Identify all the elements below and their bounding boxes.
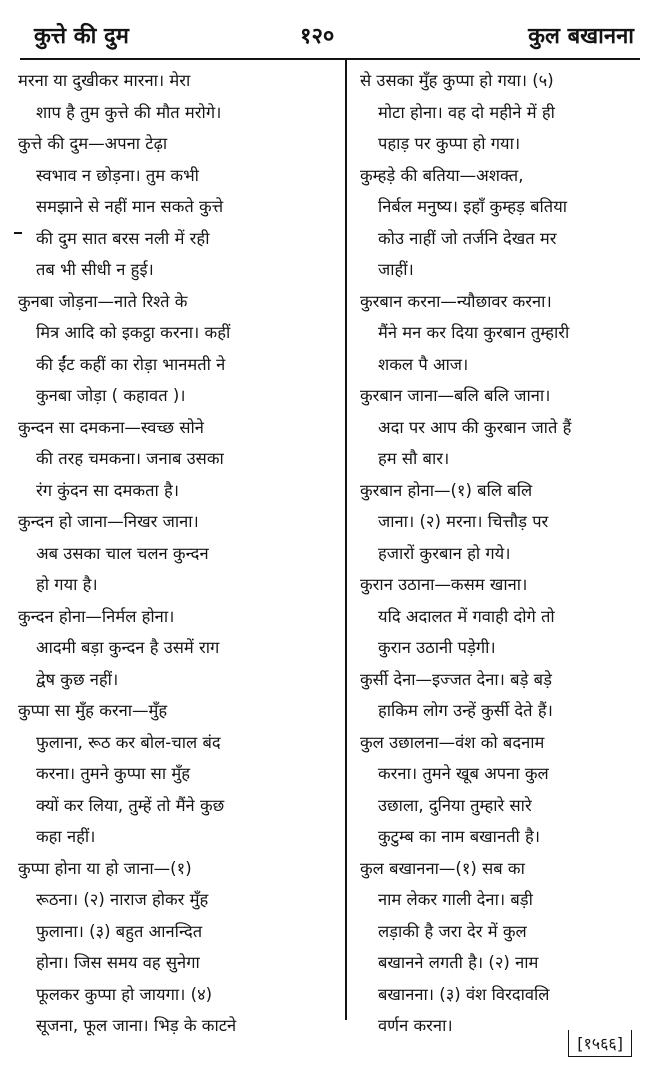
left-column bbox=[14, 65, 336, 1042]
entry-line: बखानना। (३) वंश विरदावलि bbox=[378, 984, 550, 1004]
page-code: [१५६६] bbox=[568, 1030, 632, 1057]
entry-line: सूजना, फूल जाना। भिड़ के काटने bbox=[36, 1016, 237, 1035]
entry-line: जाहीं। bbox=[378, 260, 414, 279]
entry-headline: कुन्दन हो जाना—निखर जाना। bbox=[18, 512, 199, 531]
entry-line: द्वेष कुछ नहीं। bbox=[36, 669, 119, 689]
dictionary-entry bbox=[356, 569, 642, 664]
dictionary-entry bbox=[356, 380, 642, 475]
dictionary-entry bbox=[14, 286, 336, 412]
entry-headline: कुन्दन होना—निर्मल होना। bbox=[18, 606, 175, 626]
entry-line: अदा पर आप की कुरबान जाते हैं bbox=[378, 417, 572, 437]
entry-headline: कुरबान जाना—बलि बलि जाना। bbox=[360, 386, 551, 405]
entry-line: की तरह चमकना। जनाब उसका bbox=[36, 449, 224, 468]
dictionary-entry bbox=[14, 601, 336, 696]
entry-line: जाना। (२) मरना। चित्तौड़ पर bbox=[378, 512, 549, 531]
entry-line: मैंने मन कर दिया कुरबान तुम्हारी bbox=[378, 323, 570, 342]
header-rule bbox=[20, 58, 640, 60]
entry-headline: मरना या दुखीकर मारना। मेरा bbox=[18, 71, 191, 90]
entry-line: वर्णन करना। bbox=[378, 1016, 453, 1035]
entry-line: समझाने से नहीं मान सकते कुत्ते bbox=[36, 197, 224, 216]
entry-line: कहा नहीं। bbox=[36, 827, 96, 846]
dictionary-entry bbox=[14, 65, 336, 128]
entry-headline: कुप्पा होना या हो जाना—(१) bbox=[18, 858, 192, 878]
entry-line: यदि अदालत में गवाही दोगे तो bbox=[378, 606, 555, 626]
dictionary-entry bbox=[356, 664, 642, 727]
entry-line: हाकिम लोग उन्हें कुर्सी देते हैं। bbox=[378, 701, 553, 720]
entry-line: लड़ाकी है जरा देर में कुल bbox=[378, 921, 527, 941]
entry-line: अब उसका चाल चलन कुन्दन bbox=[36, 543, 209, 563]
page-number: १२० bbox=[300, 24, 335, 49]
entry-headline: कुरान उठाना—कसम खाना। bbox=[360, 575, 528, 594]
column-divider bbox=[345, 60, 347, 1020]
entry-line: रूठना। (२) नाराज होकर मुँह bbox=[36, 890, 209, 909]
entry-line: क्यों कर लिया, तुम्हें तो मैंने कुछ bbox=[36, 795, 225, 815]
dictionary-entry bbox=[14, 412, 336, 507]
dictionary-entry bbox=[356, 65, 642, 160]
dictionary-entry bbox=[356, 475, 642, 570]
entry-line: होना। जिस समय वह सुनेगा bbox=[36, 953, 200, 972]
entry-headline: कुल बखानना—(१) सब का bbox=[360, 858, 525, 878]
entry-line: करना। तुमने कुप्पा सा मुँह bbox=[36, 764, 190, 783]
entry-line: कुनबा जोड़ा ( कहावत )। bbox=[36, 386, 186, 405]
entry-line: हम सौ बार। bbox=[378, 449, 450, 468]
entry-line: नाम लेकर गाली देना। बड़ी bbox=[378, 890, 533, 909]
entry-line: करना। तुमने खूब अपना कुल bbox=[378, 764, 549, 783]
entry-line: शाप है तुम कुत्ते की मौत मरोगे। bbox=[36, 102, 222, 122]
entry-headline: कुत्ते की दुम—अपना टेढ़ा bbox=[18, 134, 168, 153]
entry-line: मित्र आदि को इकट्ठा करना। कहीं bbox=[36, 323, 231, 342]
entry-line: उछाला, दुनिया तुम्हारे सारे bbox=[378, 795, 532, 815]
dictionary-entry bbox=[14, 695, 336, 853]
entry-line: की ईंट कहीं का रोड़ा भानमती ने bbox=[36, 354, 226, 374]
entry-line: रंग कुंदन सा दमकता है। bbox=[36, 480, 180, 500]
entry-line: फुलाना, रूठ कर बोल-चाल बंद bbox=[36, 732, 221, 752]
dictionary-entry bbox=[14, 506, 336, 601]
dictionary-entry bbox=[356, 853, 642, 1042]
running-head-right: कुल बखानना bbox=[528, 24, 634, 49]
entry-headline: कुम्हड़े की बतिया—अशक्त, bbox=[360, 165, 524, 185]
dictionary-entry bbox=[356, 286, 642, 381]
entry-line: फुलाना। (३) बहुत आनन्दित bbox=[36, 921, 203, 941]
entry-line: हजारों कुरबान हो गये। bbox=[378, 543, 511, 563]
entry-line: कुटुम्ब का नाम बखानती है। bbox=[378, 827, 541, 846]
entry-line: तब भी सीधी न हुई। bbox=[36, 260, 154, 279]
entry-line: मोटा होना। वह दो महीने में ही bbox=[378, 102, 555, 122]
page-header bbox=[0, 0, 656, 62]
entry-line: शकल पै आज। bbox=[378, 354, 469, 374]
dictionary-entry bbox=[356, 160, 642, 286]
entry-headline: कुन्दन सा दमकना—स्वच्छ सोने bbox=[18, 417, 204, 437]
entry-line: निर्बल मनुष्य। इहाँ कुम्हड़ बतिया bbox=[378, 197, 568, 216]
right-column bbox=[356, 65, 642, 1042]
entry-line: कोउ नाहीं जो तर्जनि देखत मर bbox=[378, 228, 557, 248]
entry-headline: से उसका मुँह कुप्पा हो गया। (५) bbox=[360, 71, 554, 90]
entry-line: आदमी बड़ा कुन्दन है उसमें राग bbox=[36, 638, 220, 657]
entry-headline: कुल उछालना—वंश को बदनाम bbox=[360, 732, 545, 752]
dictionary-entry bbox=[14, 128, 336, 286]
entry-headline: कुनबा जोड़ना—नाते रिश्ते के bbox=[18, 291, 188, 311]
running-head-left: कुत्ते की दुम bbox=[34, 24, 129, 49]
entry-line: पहाड़ पर कुप्पा हो गया। bbox=[378, 134, 521, 153]
entry-line: फूलकर कुप्पा हो जायगा। (४) bbox=[36, 984, 213, 1004]
entry-line: कुरान उठानी पड़ेगी। bbox=[378, 638, 496, 657]
entry-headline: कुप्पा सा मुँह करना—मुँह bbox=[18, 701, 168, 720]
entry-headline: कुर्सी देना—इज्जत देना। बड़े बड़े bbox=[360, 669, 552, 689]
entry-line: स्वभाव न छोड़ना। तुम कभी bbox=[36, 165, 199, 185]
entry-line: बखानने लगती है। (२) नाम bbox=[378, 953, 539, 972]
entry-headline: कुरबान करना—न्यौछावर करना। bbox=[360, 291, 552, 311]
dictionary-entry bbox=[14, 853, 336, 1042]
dictionary-entry bbox=[356, 727, 642, 853]
entry-headline: कुरबान होना—(१) बलि बलि bbox=[360, 480, 533, 500]
entry-line: हो गया है। bbox=[36, 575, 98, 594]
entry-line: की दुम सात बरस नली में रही bbox=[36, 228, 210, 248]
